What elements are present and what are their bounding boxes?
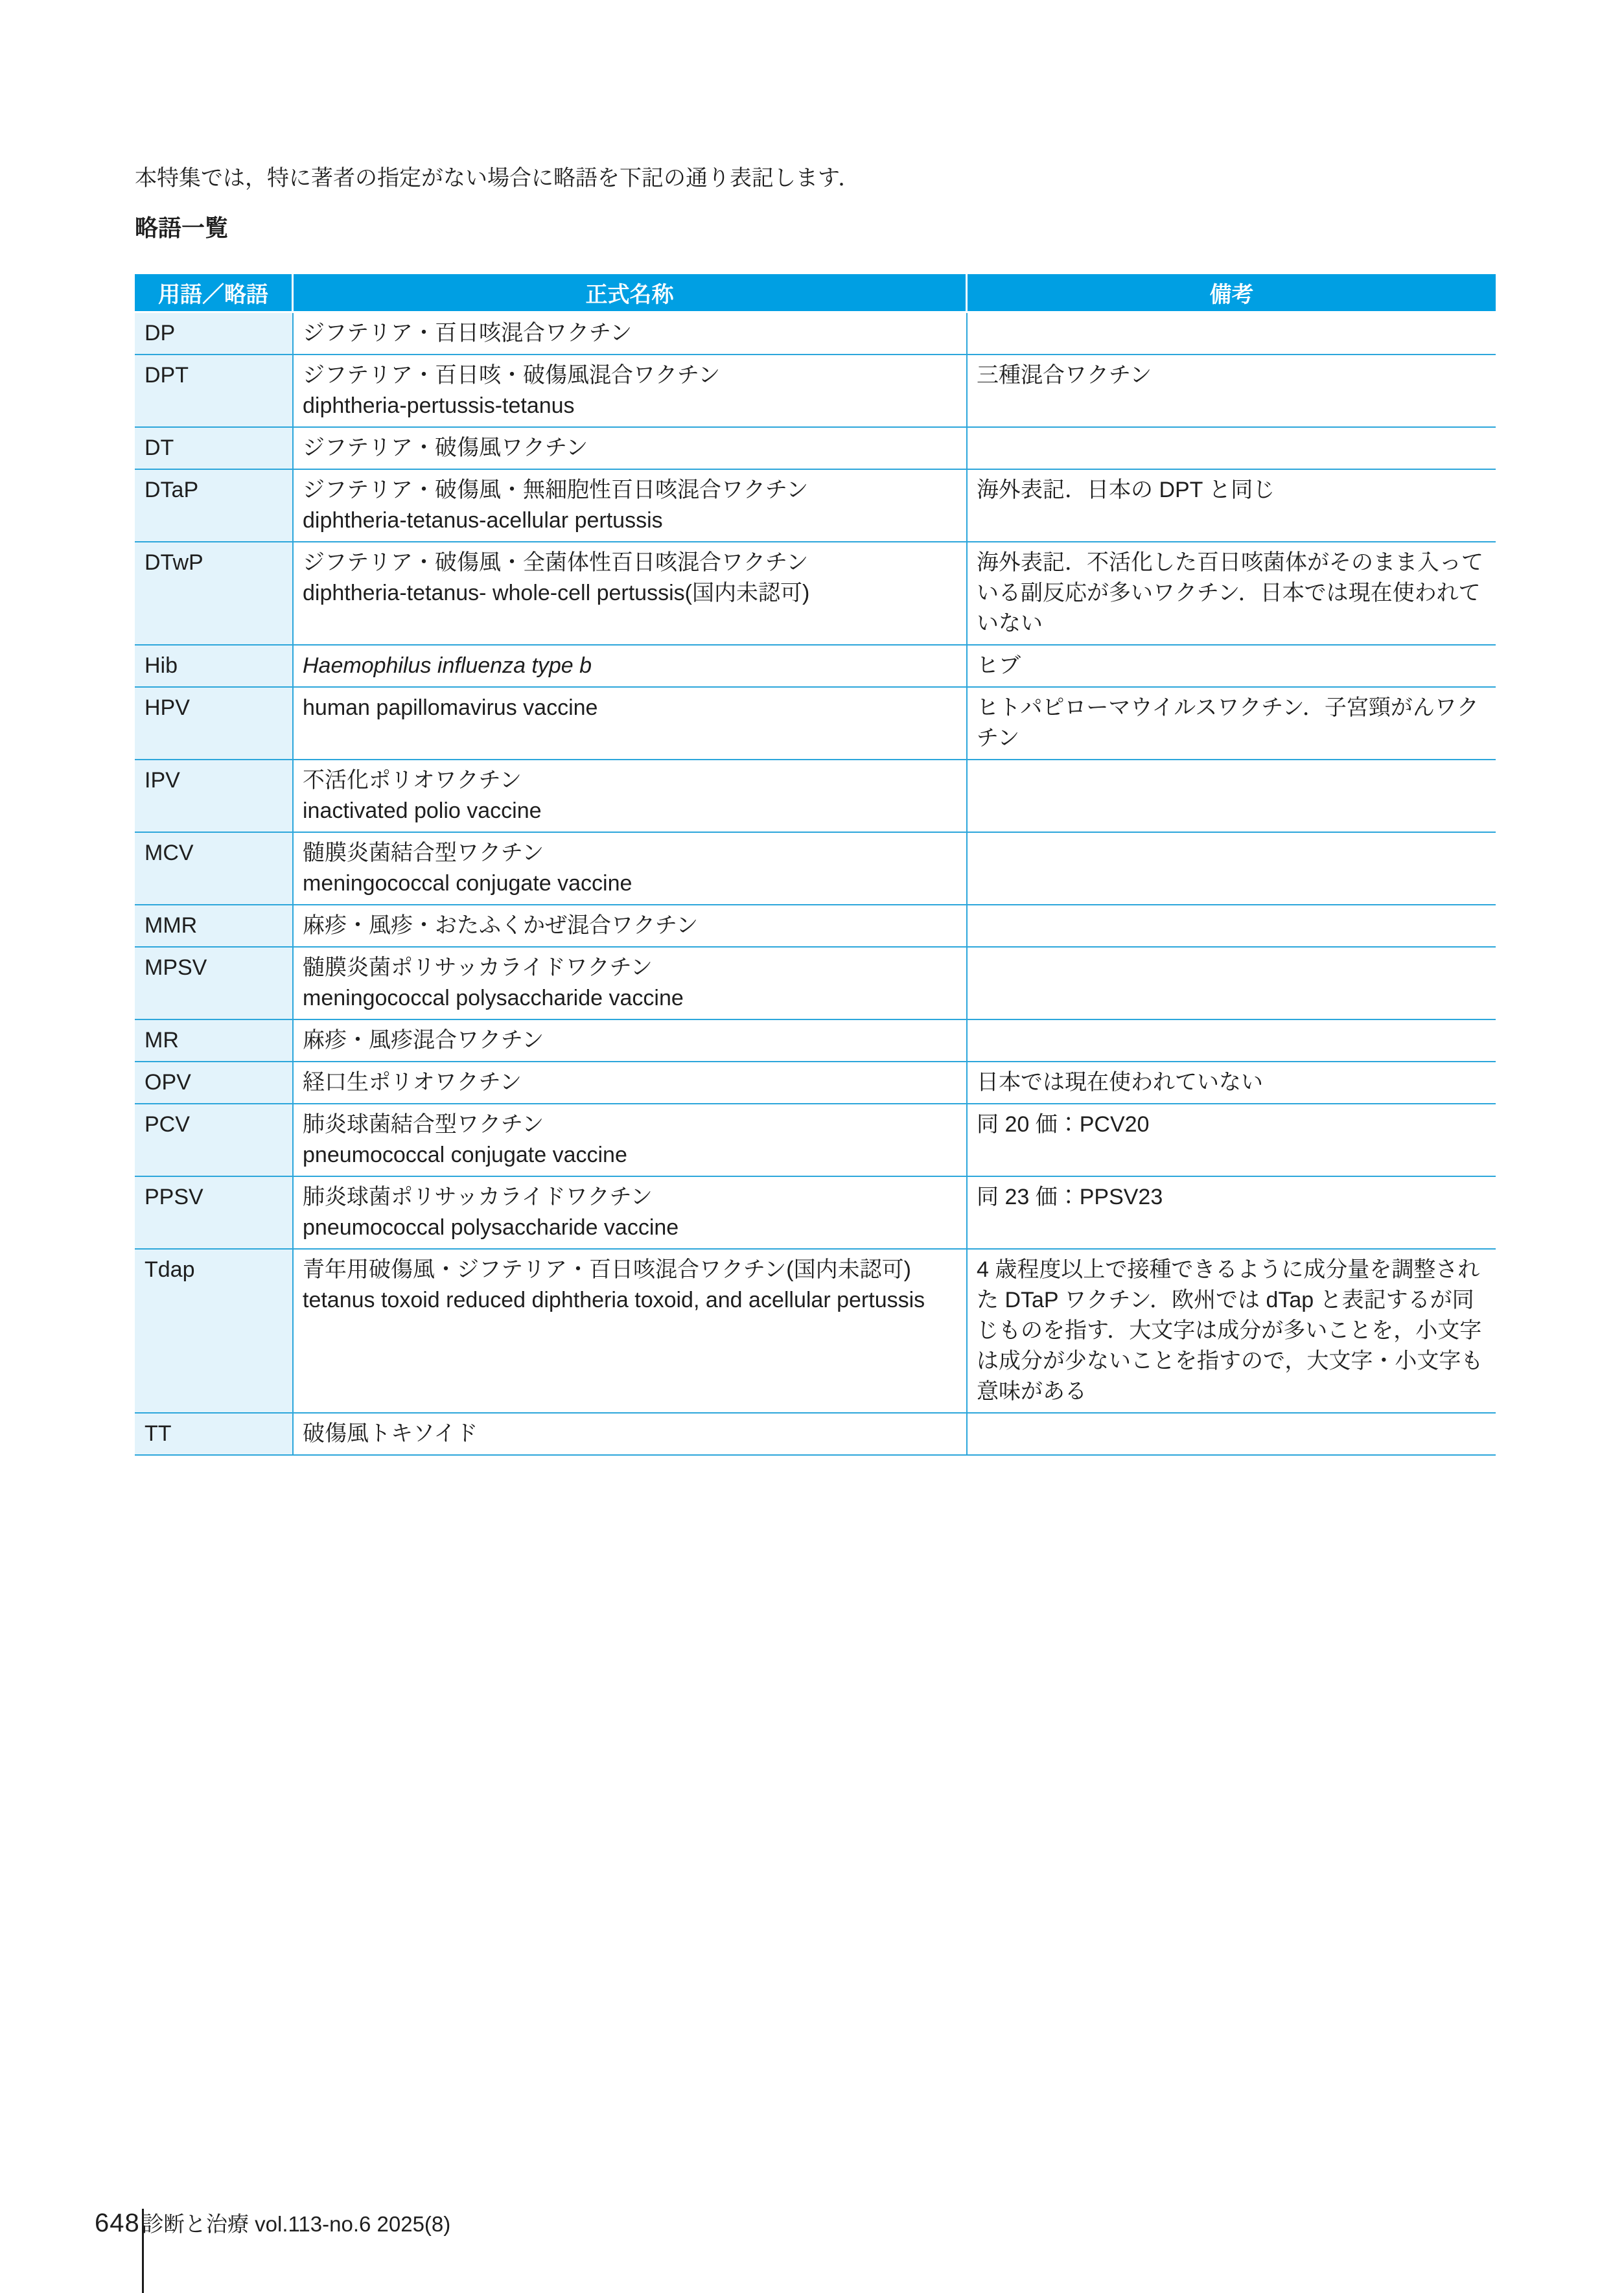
- remark-cell: [968, 833, 1496, 905]
- official-name-cell: [294, 1177, 968, 1250]
- official-name-cell: [294, 760, 968, 833]
- column-header-abbr: 用語／略語: [135, 274, 294, 313]
- name-line-ja: ジフテリア・百日咳混合ワクチン: [303, 321, 632, 345]
- abbr-cell: DP: [135, 313, 294, 355]
- column-header-remarks: 備考: [968, 274, 1496, 313]
- table-row: [135, 1062, 1496, 1104]
- abbr-cell: DPT: [135, 355, 294, 428]
- abbr-cell: Tdap: [135, 1250, 294, 1414]
- name-line-ja: 不活化ポリオワクチン: [303, 768, 522, 793]
- name-line-en: human papillomavirus vaccine: [303, 695, 598, 720]
- name-line-en: meningococcal conjugate vaccine: [303, 871, 632, 896]
- remark-cell: 同 20 価：PCV20: [968, 1104, 1496, 1177]
- name-line-en-italic: Haemophilus influenza type b: [303, 653, 592, 678]
- official-name-cell: [294, 1414, 968, 1456]
- abbr-cell: OPV: [135, 1062, 294, 1104]
- remark-cell: ヒブ: [968, 646, 1496, 688]
- abbr-cell: MCV: [135, 833, 294, 905]
- remark-cell: [968, 428, 1496, 470]
- name-line-ja: 破傷風トキソイド: [303, 1421, 478, 1446]
- column-header-official-name: 正式名称: [294, 274, 968, 313]
- abbr-cell: PCV: [135, 1104, 294, 1177]
- abbreviation-table: [135, 274, 1496, 1456]
- table-row: [135, 1177, 1496, 1250]
- name-line-ja: 青年用破傷風・ジフテリア・百日咳混合ワクチン(国内未認可): [303, 1257, 911, 1282]
- table-row: [135, 355, 1496, 428]
- remark-cell: [968, 1020, 1496, 1062]
- name-line-ja: ジフテリア・破傷風ワクチン: [303, 436, 588, 460]
- official-name-cell: [294, 1020, 968, 1062]
- official-name-cell: [294, 948, 968, 1020]
- remark-cell: [968, 760, 1496, 833]
- name-line-ja: ジフテリア・百日咳・破傷風混合ワクチン: [303, 363, 721, 388]
- name-line-en: meningococcal polysaccharide vaccine: [303, 986, 684, 1010]
- abbr-cell: MPSV: [135, 948, 294, 1020]
- abbr-cell: DT: [135, 428, 294, 470]
- table-header-row: [135, 274, 1496, 313]
- table-row: [135, 470, 1496, 542]
- official-name-cell: [294, 833, 968, 905]
- abbr-cell: DTwP: [135, 542, 294, 646]
- table-row: [135, 760, 1496, 833]
- name-line-ja: 髄膜炎菌結合型ワクチン: [303, 841, 544, 865]
- official-name-cell: [294, 688, 968, 760]
- remark-cell: ヒトパピローマウイルスワクチン．子宮頸がんワクチン: [968, 688, 1496, 760]
- table-row: [135, 688, 1496, 760]
- name-line-en: tetanus toxoid reduced diphtheria toxoid, and acellular pertussis: [303, 1288, 925, 1312]
- name-line-ja: 肺炎球菌結合型ワクチン: [303, 1112, 544, 1137]
- official-name-cell: [294, 905, 968, 948]
- abbr-cell: PPSV: [135, 1177, 294, 1250]
- table-row: [135, 313, 1496, 355]
- official-name-cell: [294, 470, 968, 542]
- name-line-ja: 麻疹・風疹混合ワクチン: [303, 1028, 544, 1053]
- table-row: [135, 1250, 1496, 1414]
- table-row: [135, 542, 1496, 646]
- abbr-cell: MR: [135, 1020, 294, 1062]
- remark-cell: 4 歳程度以上で接種できるように成分量を調整された DTaP ワクチン．欧州では dTap と表記するが同じものを指す．大文字は成分が多いことを，小文字は成分が少ないことを指すので，大文字・小文字も意味がある: [968, 1250, 1496, 1414]
- table-row: [135, 833, 1496, 905]
- name-line-ja: 肺炎球菌ポリサッカライドワクチン: [303, 1185, 653, 1209]
- section-title: 略語一覧: [135, 215, 229, 241]
- official-name-cell: [294, 355, 968, 428]
- abbr-cell: DTaP: [135, 470, 294, 542]
- remark-cell: 三種混合ワクチン: [968, 355, 1496, 428]
- intro-text: 本特集では，特に著者の指定がない場合に略語を下記の通り表記します．: [135, 166, 861, 191]
- official-name-cell: [294, 1250, 968, 1414]
- official-name-cell: [294, 313, 968, 355]
- remark-cell: [968, 948, 1496, 1020]
- abbr-cell: TT: [135, 1414, 294, 1456]
- remark-cell: 日本では現在使われていない: [968, 1062, 1496, 1104]
- name-line-ja: ジフテリア・破傷風・無細胞性百日咳混合ワクチン: [303, 478, 809, 502]
- official-name-cell: [294, 1104, 968, 1177]
- abbr-cell: IPV: [135, 760, 294, 833]
- remark-cell: [968, 905, 1496, 948]
- remark-cell: [968, 1414, 1496, 1456]
- table-row: [135, 646, 1496, 688]
- name-line-en: diphtheria-tetanus- whole-cell pertussis(国内未認可): [303, 581, 810, 605]
- name-line-en: pneumococcal conjugate vaccine: [303, 1143, 627, 1167]
- table-row: [135, 1104, 1496, 1177]
- official-name-cell: [294, 646, 968, 688]
- page-number: 648: [95, 2209, 140, 2237]
- page-footer: [95, 2207, 450, 2238]
- page-content: [135, 163, 1496, 1456]
- name-line-ja: 麻疹・風疹・おたふくかぜ混合ワクチン: [303, 913, 699, 938]
- abbr-cell: MMR: [135, 905, 294, 948]
- name-line-en: pneumococcal polysaccharide vaccine: [303, 1215, 679, 1240]
- table-body: [135, 313, 1496, 1456]
- table-row: [135, 428, 1496, 470]
- name-line-ja: ジフテリア・破傷風・全菌体性百日咳混合ワクチン: [303, 550, 809, 575]
- name-line-ja: 経口生ポリオワクチン: [303, 1070, 522, 1095]
- name-line-en: diphtheria-tetanus-acellular pertussis: [303, 508, 663, 533]
- official-name-cell: [294, 542, 968, 646]
- remark-cell: 同 23 価：PPSV23: [968, 1177, 1496, 1250]
- table-row: [135, 948, 1496, 1020]
- remark-cell: 海外表記．不活化した百日咳菌体がそのまま入っている副反応が多いワクチン．日本では現在使われていない: [968, 542, 1496, 646]
- name-line-en: inactivated polio vaccine: [303, 798, 542, 823]
- table-row: [135, 1020, 1496, 1062]
- remark-cell: 海外表記．日本の DPT と同じ: [968, 470, 1496, 542]
- official-name-cell: [294, 428, 968, 470]
- abbr-cell: Hib: [135, 646, 294, 688]
- journal-info: 診断と治療 vol.113-no.6 2025(8): [142, 2212, 451, 2236]
- table-row: [135, 1414, 1496, 1456]
- official-name-cell: [294, 1062, 968, 1104]
- abbr-cell: HPV: [135, 688, 294, 760]
- table-row: [135, 905, 1496, 948]
- name-line-ja: 髄膜炎菌ポリサッカライドワクチン: [303, 955, 653, 980]
- remark-cell: [968, 313, 1496, 355]
- table-header: [135, 274, 1496, 313]
- name-line-en: diphtheria-pertussis-tetanus: [303, 393, 575, 418]
